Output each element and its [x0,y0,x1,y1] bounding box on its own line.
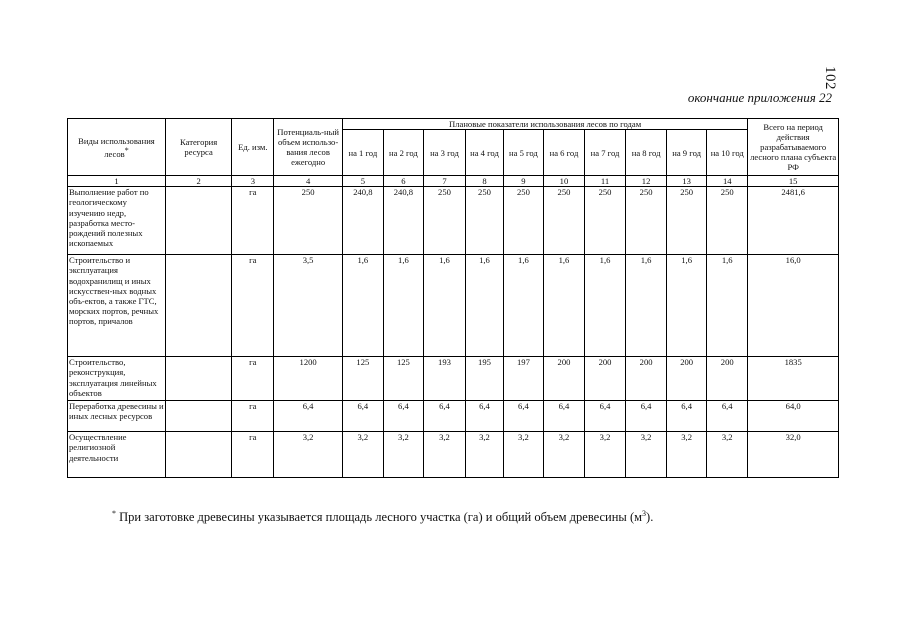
row-year-value-cell: 6,4 [383,401,423,432]
appendix-title: окончание приложения 22 [687,90,832,105]
row-year-value-cell: 1,6 [585,255,626,357]
column-number: 9 [503,176,543,187]
header-year: на 2 год [383,130,423,176]
column-number: 12 [626,176,667,187]
row-year-value-cell: 250 [503,187,543,255]
row-year-value-cell: 3,2 [466,432,504,478]
column-number: 10 [543,176,584,187]
header-year: на 10 год [707,130,748,176]
footnote [112,509,653,525]
row-name-cell: Переработка древесины и иных лесных ресурсов [68,401,166,432]
row-category-cell [165,255,231,357]
row-unit-cell: га [232,187,274,255]
page-number: 102 [822,66,838,90]
row-year-value-cell: 250 [626,187,667,255]
row-total-cell: 16,0 [748,255,839,357]
row-potential-cell: 3,5 [274,255,342,357]
row-potential-cell: 1200 [274,357,342,401]
column-number: 8 [466,176,504,187]
row-unit-cell: га [232,432,274,478]
column-number: 14 [707,176,748,187]
row-year-value-cell: 3,2 [707,432,748,478]
row-category-cell [165,401,231,432]
row-year-value-cell: 6,4 [707,401,748,432]
row-year-value-cell: 240,8 [383,187,423,255]
row-total-cell: 64,0 [748,401,839,432]
column-number: 4 [274,176,342,187]
footnote-superscript: 3 [642,509,647,518]
row-year-value-cell: 6,4 [626,401,667,432]
row-year-value-cell: 1,6 [626,255,667,357]
row-total-cell: 1835 [748,357,839,401]
column-number: 11 [585,176,626,187]
header-unit: Ед. изм. [232,119,274,176]
row-year-value-cell: 1,6 [423,255,465,357]
row-name-cell: Выполнение работ по геологическому изучению недр, разработка место-рождений полезных ископаемых [68,187,166,255]
header-category: Категория ресурса [165,119,231,176]
header-year: на 8 год [626,130,667,176]
row-year-value-cell: 1,6 [707,255,748,357]
row-year-value-cell: 1,6 [342,255,383,357]
footnote-tail: ). [646,510,654,525]
row-name-cell: Строительство, реконструкция, эксплуатация линейных объектов [68,357,166,401]
row-potential-cell: 6,4 [274,401,342,432]
header-year: на 5 год [503,130,543,176]
table-row [68,187,839,255]
header-plan-group: Плановые показатели использования лесов по годам [342,119,748,130]
row-year-value-cell: 6,4 [466,401,504,432]
row-year-value-cell: 250 [466,187,504,255]
row-year-value-cell: 3,2 [667,432,707,478]
row-year-value-cell: 250 [707,187,748,255]
table-row [68,357,839,401]
row-category-cell [165,432,231,478]
column-number: 3 [232,176,274,187]
row-year-value-cell: 250 [543,187,584,255]
row-category-cell [165,357,231,401]
row-year-value-cell: 200 [707,357,748,401]
row-year-value-cell: 6,4 [503,401,543,432]
row-unit-cell: га [232,357,274,401]
column-number: 1 [68,176,166,187]
row-year-value-cell: 3,2 [423,432,465,478]
header-year: на 3 год [423,130,465,176]
row-year-value-cell: 6,4 [342,401,383,432]
column-number: 5 [342,176,383,187]
header-kind: Виды использования лесов* [68,119,166,176]
row-year-value-cell: 1,6 [667,255,707,357]
header-year: на 7 год [585,130,626,176]
row-year-value-cell: 200 [543,357,584,401]
footnote-text: При заготовке древесины указывается площадь лесного участка (га) и общий объем древесины (м [119,510,643,525]
header-year: на 6 год [543,130,584,176]
row-year-value-cell: 125 [342,357,383,401]
row-year-value-cell: 6,4 [423,401,465,432]
row-year-value-cell: 200 [626,357,667,401]
footnote-mark: * [112,509,116,518]
header-year: на 1 год [342,130,383,176]
table-row [68,255,839,357]
row-year-value-cell: 125 [383,357,423,401]
row-year-value-cell: 193 [423,357,465,401]
row-year-value-cell: 250 [667,187,707,255]
header-year: на 4 год [466,130,504,176]
row-year-value-cell: 3,2 [383,432,423,478]
column-number: 13 [667,176,707,187]
row-year-value-cell: 250 [423,187,465,255]
row-year-value-cell: 3,2 [503,432,543,478]
row-year-value-cell: 197 [503,357,543,401]
row-year-value-cell: 3,2 [342,432,383,478]
row-year-value-cell: 1,6 [466,255,504,357]
row-total-cell: 2481,6 [748,187,839,255]
row-unit-cell: га [232,401,274,432]
column-number: 2 [165,176,231,187]
row-unit-cell: га [232,255,274,357]
row-year-value-cell: 200 [585,357,626,401]
row-year-value-cell: 250 [585,187,626,255]
row-year-value-cell: 3,2 [626,432,667,478]
column-number: 6 [383,176,423,187]
column-number-row [68,176,839,187]
header-row-top [68,119,839,130]
row-year-value-cell: 6,4 [585,401,626,432]
row-year-value-cell: 200 [667,357,707,401]
row-year-value-cell: 240,8 [342,187,383,255]
row-year-value-cell: 6,4 [543,401,584,432]
header-year: на 9 год [667,130,707,176]
row-year-value-cell: 3,2 [543,432,584,478]
row-potential-cell: 3,2 [274,432,342,478]
row-year-value-cell: 6,4 [667,401,707,432]
forest-use-plan-table [67,118,839,478]
row-year-value-cell: 195 [466,357,504,401]
table-row [68,401,839,432]
header-potential: Потенциаль-ный объем использо-вания лесов ежегодно [274,119,342,176]
row-year-value-cell: 1,6 [383,255,423,357]
row-name-cell: Осуществление религиозной деятельности [68,432,166,478]
row-category-cell [165,187,231,255]
row-total-cell: 32,0 [748,432,839,478]
row-potential-cell: 250 [274,187,342,255]
row-year-value-cell: 1,6 [543,255,584,357]
row-year-value-cell: 1,6 [503,255,543,357]
table-row [68,432,839,478]
row-name-cell: Строительство и эксплуатация водохранилищ и иных искусствен-ных водных объ-ектов, а также ГТС, морских портов, речных портов, причалов [68,255,166,357]
column-number: 7 [423,176,465,187]
row-year-value-cell: 3,2 [585,432,626,478]
column-number: 15 [748,176,839,187]
header-total: Всего на период действия разрабатываемого лесного плана субъекта РФ [748,119,839,176]
